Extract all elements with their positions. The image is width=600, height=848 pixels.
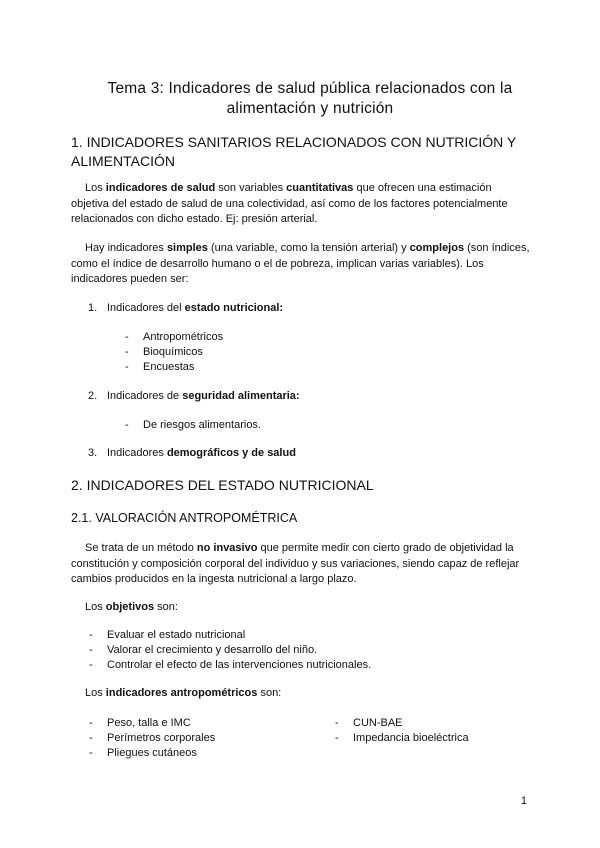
bold-term: indicadores antropométricos bbox=[105, 687, 258, 699]
list-item-text: De riesgos alimentarios. bbox=[143, 419, 261, 431]
dash-bullet: - bbox=[125, 419, 129, 431]
list-item-text: Antropométricos bbox=[143, 331, 224, 343]
text: Hay indicadores bbox=[85, 242, 167, 254]
item-number: 2. bbox=[88, 390, 98, 402]
list-item bbox=[125, 345, 203, 360]
item-bold: estado nutricional: bbox=[184, 302, 284, 314]
paragraph-metodo-no-invasivo bbox=[71, 541, 531, 588]
dash-bullet: - bbox=[335, 732, 339, 744]
list-item-text: CUN-BAE bbox=[353, 717, 403, 729]
list-item bbox=[335, 731, 469, 746]
text: son: bbox=[154, 601, 178, 613]
list-item-text: Encuestas bbox=[143, 361, 195, 373]
numbered-item-1 bbox=[88, 301, 283, 316]
list-item bbox=[125, 330, 223, 345]
section-2-1-heading: 2.1. VALORACIÓN ANTROPOMÉTRICA bbox=[71, 511, 298, 525]
section-1-heading-line-1: 1. INDICADORES SANITARIOS RELACIONADOS CON NUTRICIÓN Y bbox=[71, 134, 517, 150]
item-text: Indicadores bbox=[107, 447, 167, 459]
bold-term: complejos bbox=[409, 242, 465, 254]
dash-bullet: - bbox=[125, 346, 129, 358]
paragraph-objetivos-intro bbox=[71, 600, 531, 616]
dash-bullet: - bbox=[335, 717, 339, 729]
item-number: 1. bbox=[88, 302, 98, 314]
list-item-text: Evaluar el estado nutricional bbox=[107, 629, 246, 641]
section-1-heading bbox=[71, 133, 541, 171]
page-number: 1 bbox=[520, 795, 527, 807]
list-item bbox=[125, 360, 194, 375]
paragraph-indicadores-de-salud bbox=[71, 181, 531, 228]
text: Los bbox=[85, 687, 106, 699]
text: (son índices, como el índice de desarrollo humano o el de pobreza, implican varias variables). Los indicadores pueden ser: bbox=[71, 242, 530, 285]
section-2-heading: 2. INDICADORES DEL ESTADO NUTRICIONAL bbox=[71, 477, 374, 493]
bold-term: no invasivo bbox=[196, 542, 258, 554]
list-item-text: Controlar el efecto de las intervenciones nutricionales. bbox=[107, 659, 372, 671]
dash-bullet: - bbox=[89, 747, 93, 759]
bold-term: simples bbox=[166, 242, 208, 254]
dash-bullet: - bbox=[125, 361, 129, 373]
list-item bbox=[89, 658, 371, 673]
list-item-text: Pliegues cutáneos bbox=[107, 747, 197, 759]
list-item bbox=[125, 418, 261, 433]
text: (una variable, como la tensión arterial) y bbox=[207, 242, 410, 254]
title-line-1: Tema 3: Indicadores de salud pública relacionados con la bbox=[107, 80, 513, 97]
text: Los bbox=[85, 182, 106, 194]
bold-term: objetivos bbox=[105, 601, 155, 613]
list-item-text: Valorar el crecimiento y desarrollo del niño. bbox=[107, 644, 318, 656]
bold-term: cuantitativas bbox=[286, 182, 354, 194]
text: Se trata de un método bbox=[85, 542, 197, 554]
list-item bbox=[89, 731, 215, 746]
list-item bbox=[89, 628, 245, 643]
text: que permite medir con cierto grado de objetividad la constitución y composición corporal del individuo y sus variaciones, siendo capaz de reflejar cambios producidos en la ingesta nutricional a largo plazo. bbox=[71, 542, 520, 585]
list-item bbox=[89, 716, 191, 731]
dash-bullet: - bbox=[89, 717, 93, 729]
title-line-2: alimentación y nutrición bbox=[226, 100, 394, 117]
dash-bullet: - bbox=[125, 331, 129, 343]
bold-term: indicadores de salud bbox=[105, 182, 216, 194]
numbered-item-2 bbox=[88, 389, 300, 404]
list-item bbox=[89, 643, 317, 658]
list-item-text: Perímetros corporales bbox=[107, 732, 216, 744]
dash-bullet: - bbox=[89, 659, 93, 671]
item-text: Indicadores del bbox=[107, 302, 185, 314]
list-item bbox=[89, 746, 197, 761]
paragraph-simples-complejos bbox=[71, 241, 531, 288]
item-bold: demográficos y de salud bbox=[166, 447, 296, 459]
section-1-heading-line-2: ALIMENTACIÓN bbox=[71, 153, 175, 169]
item-number: 3. bbox=[88, 447, 98, 459]
document-title bbox=[60, 79, 560, 119]
dash-bullet: - bbox=[89, 732, 93, 744]
dash-bullet: - bbox=[89, 629, 93, 641]
dash-bullet: - bbox=[89, 644, 93, 656]
list-item-text: Impedancia bioeléctrica bbox=[353, 732, 469, 744]
paragraph-indicadores-intro bbox=[71, 686, 531, 702]
text: son variables bbox=[215, 182, 287, 194]
item-bold: seguridad alimentaria: bbox=[182, 390, 300, 402]
text: son: bbox=[257, 687, 282, 699]
list-item-text: Bioquímicos bbox=[143, 346, 203, 358]
list-item-text: Peso, talla e IMC bbox=[107, 717, 191, 729]
list-item bbox=[335, 716, 403, 731]
text: que ofrecen una estimación objetiva del estado de salud de una colectividad, así como de los factores potencialmente relacionados con dicho estado. Ej: presión arterial. bbox=[71, 182, 508, 225]
text: Los bbox=[85, 601, 106, 613]
item-text: Indicadores de bbox=[107, 390, 183, 402]
numbered-item-3 bbox=[88, 446, 296, 461]
